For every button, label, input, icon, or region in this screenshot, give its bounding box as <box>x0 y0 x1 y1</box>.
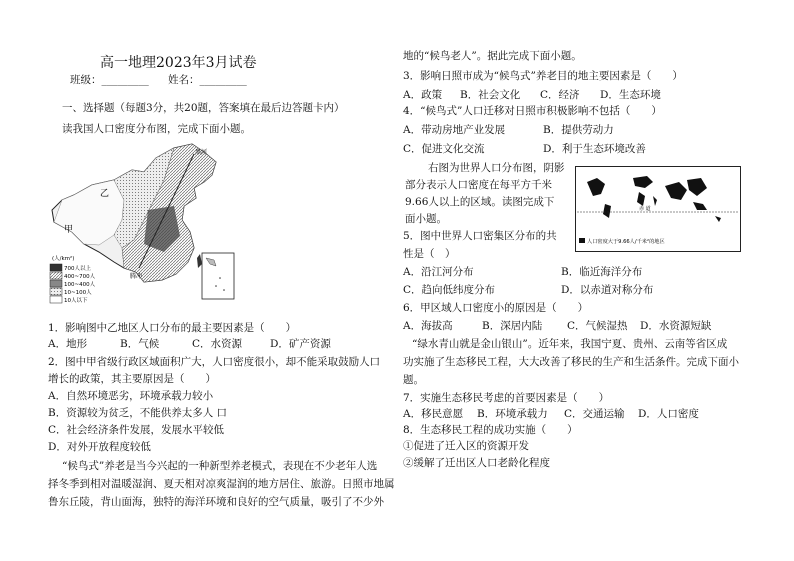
q2-option-b[interactable]: B．资源较为贫乏，不能供养太多人 口 <box>48 407 228 419</box>
legend-unit: (人/km²) <box>52 256 75 262</box>
section-heading: 一、选择题（每题3分，共20题，答案填在最后边答题卡内） <box>62 102 345 114</box>
world-intro-3: 9.66人以上的区域。读图完成下 <box>405 196 555 208</box>
question-7: 7．实施生态移民考虑的首要因素是（ ） <box>403 392 610 404</box>
legend-item: 700人以上 <box>64 266 91 272</box>
class-blank: _________ <box>101 74 149 86</box>
q3-option-c[interactable]: C．经济 <box>540 89 580 101</box>
world-population-map <box>575 166 741 252</box>
q2-option-d[interactable]: D．对外开放程度较低 <box>48 441 151 453</box>
q1-option-a[interactable]: A．地形 <box>48 338 88 350</box>
passage2-line3: 题。 <box>403 374 424 386</box>
passage2-line1: “绿水青山就是金山银山”。近年来，我国宁夏、贵州、云南等省区成 <box>412 338 728 350</box>
name-field <box>168 72 247 87</box>
western-sparse-zone <box>54 180 124 245</box>
equator-label: 赤 道 <box>639 206 651 212</box>
q3-option-a[interactable]: A．政策 <box>403 89 443 101</box>
section-intro: 读我国人口密度分布图，完成下面小题。 <box>62 123 251 135</box>
question-1: 1．影响图中乙地区人口分布的最主要因素是（ ） <box>48 322 297 334</box>
passage-line2: 择冬季到相对温暖湿润、夏天相对凉爽湿润的地方居住、旅游。日照市地属 <box>48 478 395 490</box>
q4-option-c[interactable]: C．促进文化交流 <box>403 143 485 155</box>
question-3: 3．影响日照市成为“候鸟式”养老目的地主要因素是（ ） <box>403 70 683 82</box>
passage-end: 地的“候鸟老人”。据此完成下面小题。 <box>403 50 582 62</box>
passage-line1: “候鸟式”养老是当今兴起的一种新型养老模式，表现在不少老年人选 <box>62 460 378 472</box>
class-field <box>70 72 149 87</box>
world-legend-label: 人口密度大于9.66人/千米²的地区 <box>587 239 665 245</box>
q6-option-a[interactable]: A．海拔高 <box>403 320 453 332</box>
label-jia: 甲 <box>64 225 74 235</box>
question-2-line1: 2．图中甲省级行政区域面积广大，人口密度很小，却不能采取鼓励人口 <box>48 356 381 368</box>
name-blank: _________ <box>199 74 247 86</box>
q4-option-d[interactable]: D．利于生态环境改善 <box>543 143 646 155</box>
taiwan-island <box>197 254 202 268</box>
q5-option-a[interactable]: A．沿江河分布 <box>403 266 474 278</box>
q2-option-a[interactable]: A．自然环境恶劣，环境承载力较小 <box>48 390 214 402</box>
density-legend <box>50 264 96 304</box>
q3-option-b[interactable]: B．社会文化 <box>460 89 521 101</box>
label-yi: 乙 <box>100 189 110 199</box>
q2-option-c[interactable]: C．社会经济条件发展，发展水平较低 <box>48 424 225 436</box>
q8-item-1: ①促进了迁入区的资源开发 <box>403 440 529 452</box>
q1-option-b[interactable]: B．气候 <box>120 338 160 350</box>
question-5-line2: 性是（ ） <box>403 248 456 260</box>
q7-option-d[interactable]: D．人口密度 <box>638 408 699 420</box>
passage2-line2: 功实施了生态移民工程，大大改善了移民的生产和生活条件。完成下面小 <box>403 356 739 368</box>
question-4: 4．“候鸟式”人口迁移对日照市积极影响不包括（ ） <box>403 105 662 117</box>
legend-item: 100~400人 <box>64 282 96 288</box>
legend-item: 10~100人 <box>64 290 92 296</box>
south-china-sea-inset <box>202 253 234 299</box>
label-heihe: 黑河 <box>195 149 208 156</box>
question-5-line1: 5．图中世界人口密集区分布的共 <box>403 230 557 242</box>
q1-option-d[interactable]: D．矿产资源 <box>270 338 331 350</box>
passage-line3: 鲁东丘陵，背山面海，独特的海洋环境和良好的空气质量，吸引了不少外 <box>48 496 384 508</box>
q5-option-c[interactable]: C．趋向低纬度分布 <box>403 284 496 296</box>
q6-option-c[interactable]: C．气候湿热 <box>567 320 628 332</box>
legend-item: 10人以下 <box>64 298 88 304</box>
q7-option-b[interactable]: B．环境承载力 <box>477 408 548 420</box>
name-label: 姓名： <box>168 74 200 86</box>
question-6: 6．甲区域人口密度小的原因是（ ） <box>403 302 589 314</box>
q6-option-b[interactable]: B．深居内陆 <box>482 320 543 332</box>
exam-title: 高一地理2023年3月试卷 <box>100 55 257 71</box>
q5-option-d[interactable]: D．以赤道对称分布 <box>561 284 654 296</box>
q4-option-a[interactable]: A．带动房地产业发展 <box>403 124 506 136</box>
q1-option-c[interactable]: C．水资源 <box>192 338 243 350</box>
question-2-line2: 增长的政策，其主要原因是（ ） <box>48 373 216 385</box>
question-8: 8．生态移民工程的成功实施（ ） <box>403 424 578 436</box>
world-intro-1: 右图为世界人口分布图，阴影 <box>428 162 565 174</box>
legend-item: 400~700人 <box>64 274 96 280</box>
q7-option-c[interactable]: C．交通运输 <box>564 408 625 420</box>
china-population-map <box>44 140 254 315</box>
q3-option-d[interactable]: D．生态环境 <box>600 89 661 101</box>
world-intro-4: 面小题。 <box>405 213 447 225</box>
q8-item-2: ②缓解了迁出区人口老龄化程度 <box>403 457 550 469</box>
world-legend-swatch <box>579 238 585 243</box>
q6-option-d[interactable]: D．水资源短缺 <box>640 320 712 332</box>
world-intro-2: 部分表示人口密度在每平方千米 <box>405 179 552 191</box>
q5-option-b[interactable]: B．临近海洋分布 <box>561 266 643 278</box>
class-label: 班级： <box>70 74 102 86</box>
label-tengchong: 腾冲 <box>130 273 143 280</box>
q4-option-b[interactable]: B．提供劳动力 <box>543 124 614 136</box>
q7-option-a[interactable]: A．移民意愿 <box>403 408 464 420</box>
